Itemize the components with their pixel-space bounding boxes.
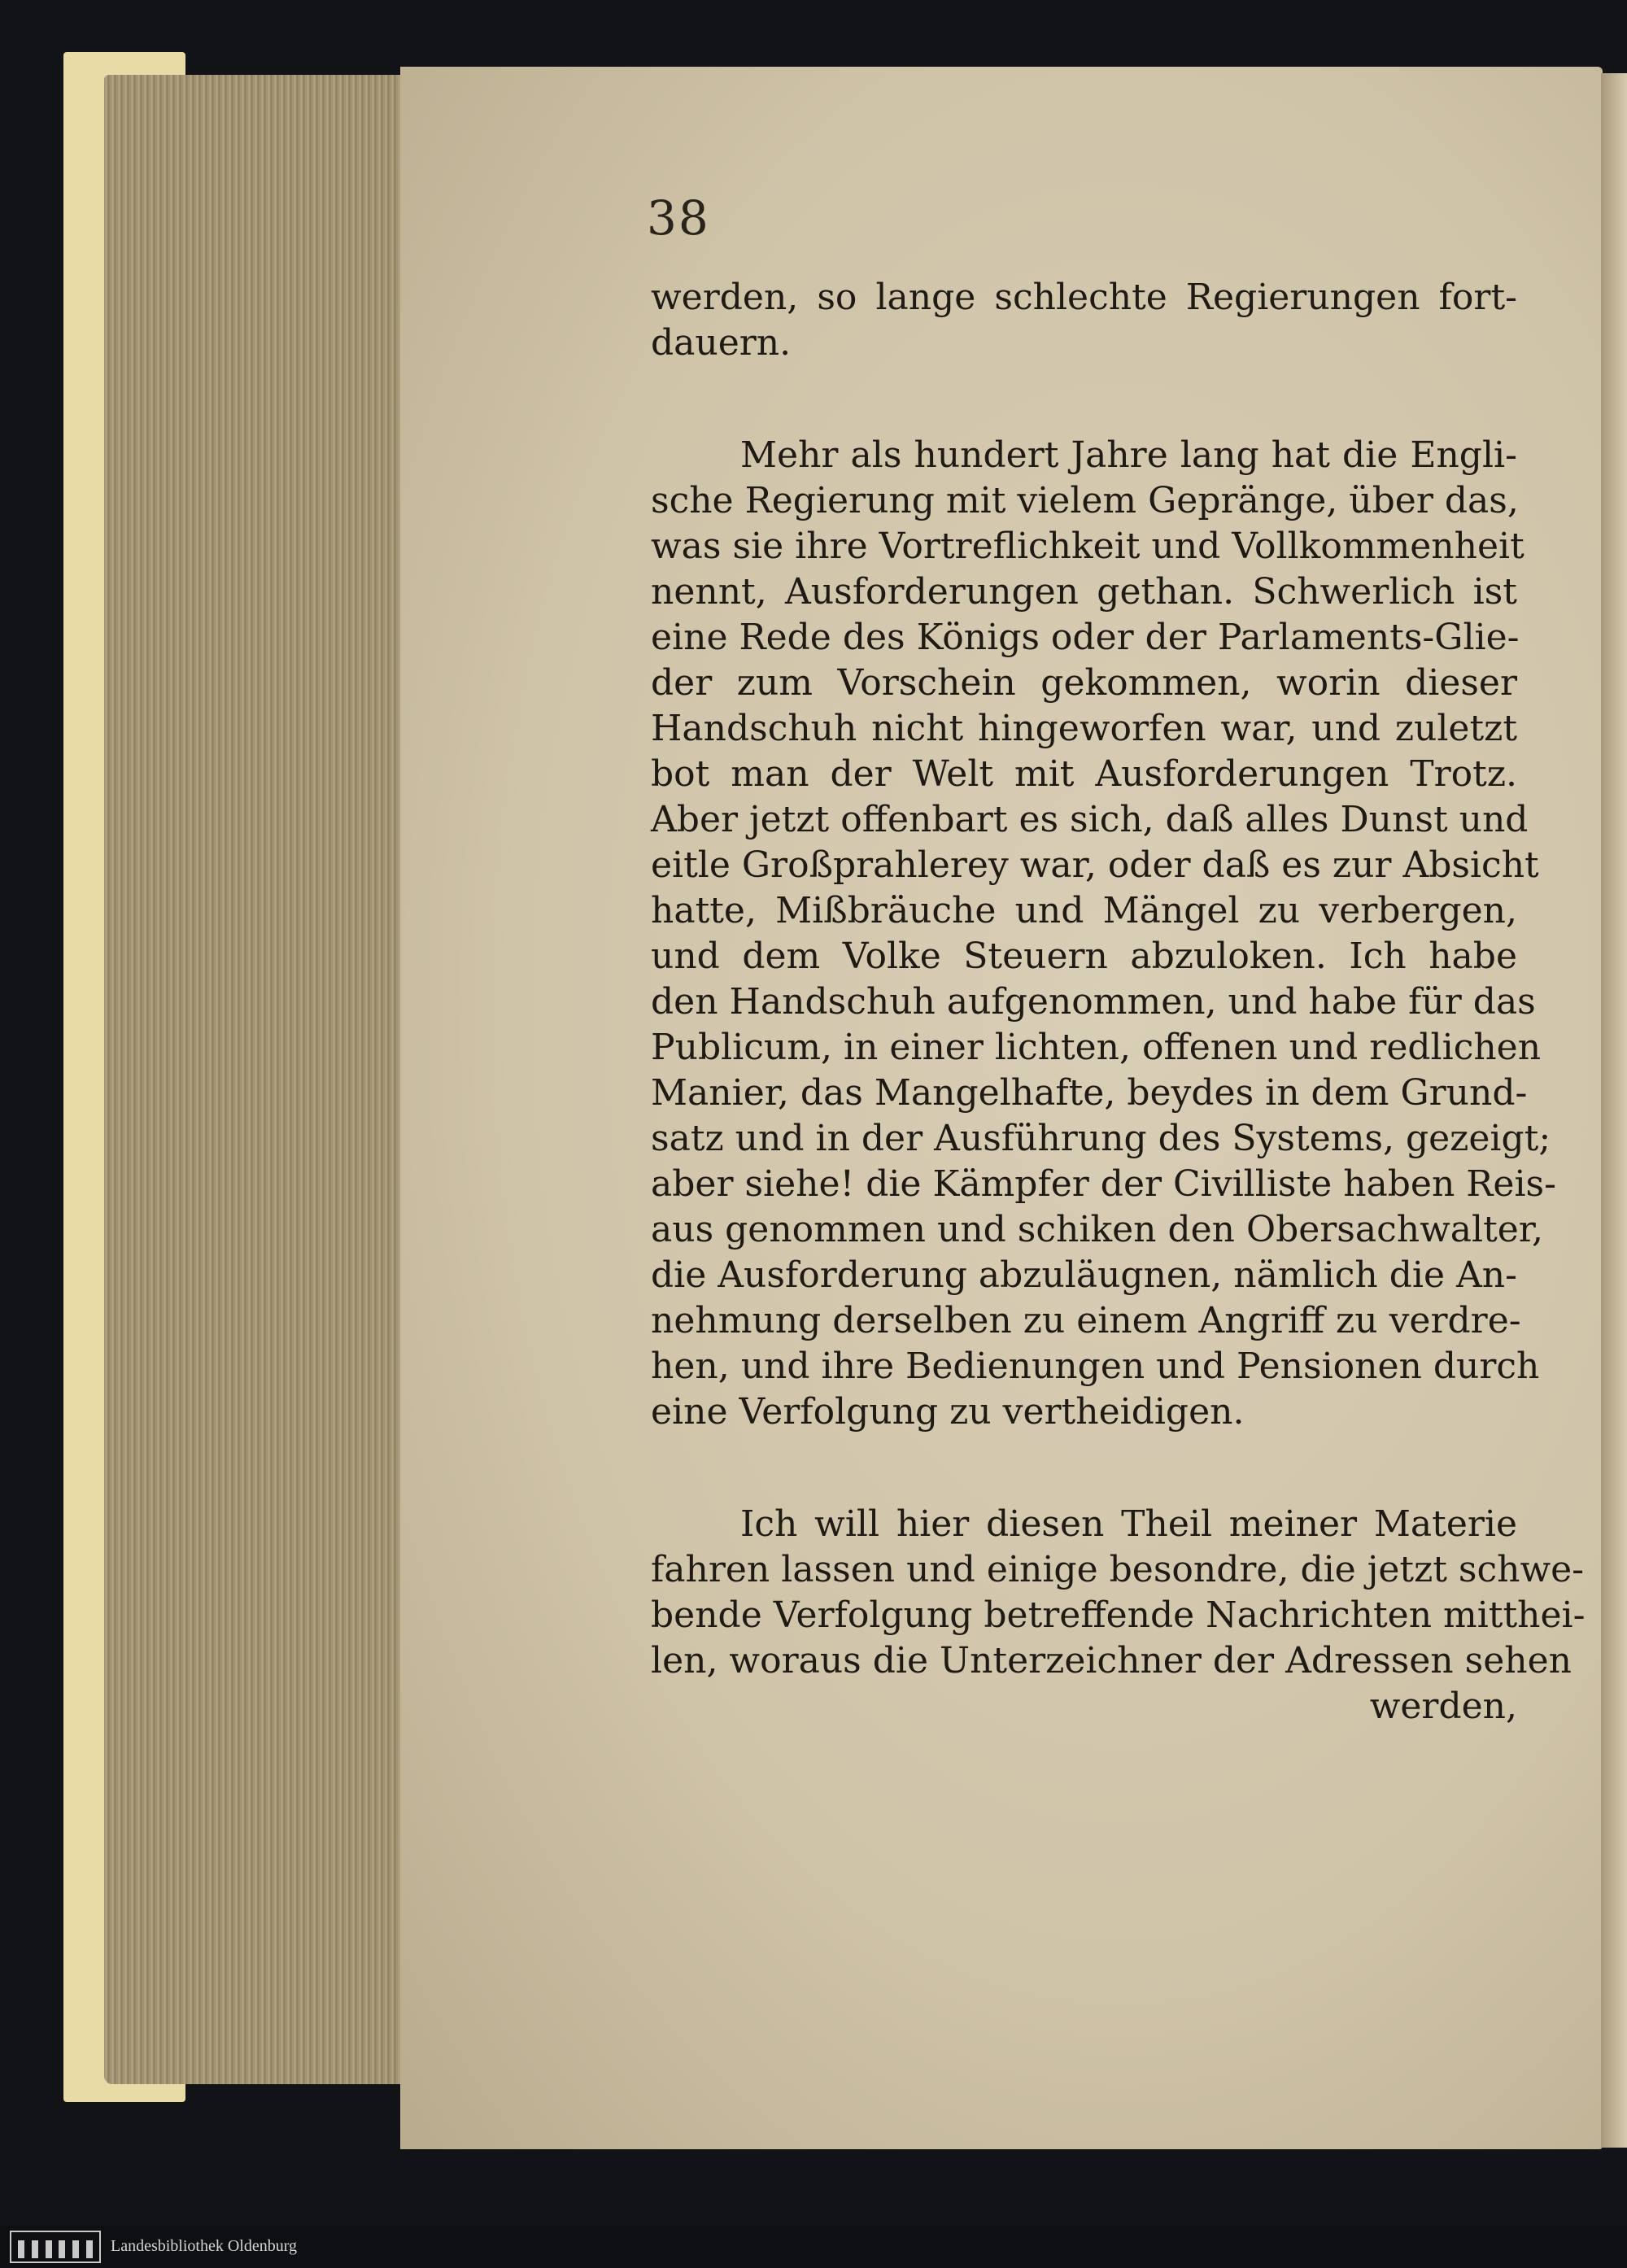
text-line: werden, so lange schlechte Regierungen fort-	[651, 277, 1517, 318]
footer-bar	[0, 2226, 1627, 2268]
text-line: und dem Volke Steuern abzuloken. Ich habe	[651, 936, 1517, 977]
text-line: Handschuh nicht hingeworfen war, und zuletzt	[651, 708, 1517, 749]
text-line: was sie ihre Vortreflichkeit und Vollkommenheit	[651, 526, 1524, 567]
text-line: den Handschuh aufgenommen, und habe für das	[651, 981, 1536, 1023]
text-line: satz und in der Ausführung des Systems, gezeigt;	[651, 1118, 1551, 1159]
library-name: Landesbibliothek Oldenburg	[111, 2237, 298, 2255]
text-line: der zum Vorschein gekommen, worin dieser	[651, 662, 1517, 704]
paragraph-2	[651, 433, 1556, 1435]
page-number: 38	[647, 190, 710, 246]
text-line: Mehr als hundert Jahre lang hat die Engli-	[740, 434, 1517, 476]
text-line: hen, und ihre Bedienungen und Pensionen durch	[651, 1346, 1540, 1387]
text-line: aber siehe! die Kämpfer der Civilliste haben Reis-	[651, 1163, 1556, 1205]
text-line: Manier, das Mangelhafte, beydes in dem Grund-	[651, 1072, 1528, 1114]
page-text	[651, 275, 1586, 1729]
text-line: eitle Großprahlerey war, oder daß es zur Absicht	[651, 844, 1539, 886]
facing-page-edge	[1601, 73, 1627, 2148]
text-line: eine Verfolgung zu vertheidigen.	[651, 1391, 1245, 1433]
text-line: eine Rede des Königs oder der Parlaments-Glie-	[651, 617, 1520, 658]
paragraph-1	[651, 275, 1517, 366]
text-line: die Ausforderung abzuläugnen, nämlich die An-	[651, 1254, 1517, 1296]
text-line: sche Regierung mit vielem Gepränge, über das,	[651, 480, 1519, 521]
page-stack-edges	[104, 75, 405, 2084]
text-line: fahren lassen und einige besondre, die jetzt schwe-	[651, 1549, 1585, 1590]
text-line: bende Verfolgung betreffende Nachrichten mitthei-	[651, 1594, 1586, 1636]
catchword: werden,	[1369, 1686, 1517, 1727]
library-building-icon	[10, 2231, 101, 2263]
text-line: nehmung derselben zu einem Angriff zu verdre-	[651, 1300, 1521, 1341]
text-line: Ich will hier diesen Theil meiner Materie	[740, 1503, 1517, 1545]
text-line: nennt, Ausforderungen gethan. Schwerlich ist	[651, 571, 1517, 613]
text-line: bot man der Welt mit Ausforderungen Trotz.	[651, 753, 1517, 795]
text-line: Publicum, in einer lichten, offenen und redlichen	[651, 1027, 1542, 1068]
text-line: dauern.	[651, 322, 792, 364]
text-line: Aber jetzt offenbart es sich, daß alles Dunst und	[651, 799, 1529, 840]
paragraph-3	[651, 1502, 1586, 1729]
text-line: len, woraus die Unterzeichner der Adressen sehen	[651, 1640, 1572, 1681]
text-line: aus genommen und schiken den Obersachwalter,	[651, 1209, 1543, 1250]
text-line: hatte, Mißbräuche und Mängel zu verbergen,	[651, 890, 1517, 931]
